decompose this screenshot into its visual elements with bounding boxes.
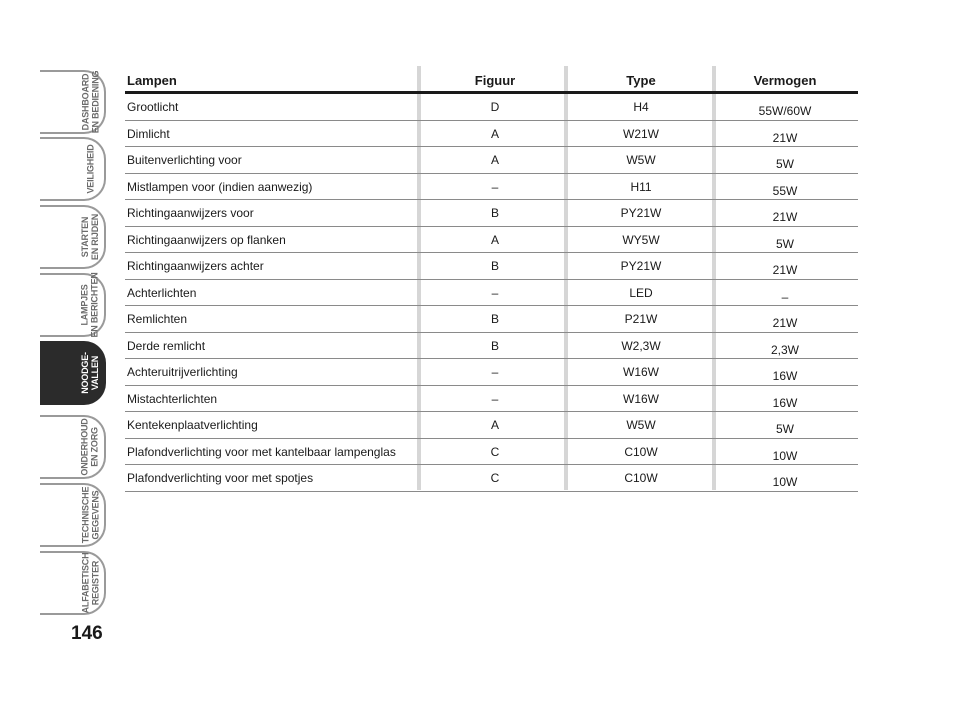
- figure-cell: A: [490, 232, 499, 247]
- power-cell: –: [781, 289, 789, 304]
- tab-technische[interactable]: [40, 483, 106, 547]
- type-cell: LED: [629, 285, 653, 300]
- lamp-cell: Remlichten: [127, 312, 188, 326]
- table-row: [125, 200, 858, 227]
- figure-cell: B: [490, 259, 499, 273]
- lamp-cell: Achterlichten: [127, 285, 197, 300]
- lamp-cell: Mistachterlichten: [127, 391, 218, 406]
- table-row: [125, 121, 858, 148]
- lamp-cell: Richtingaanwijzers op flanken: [127, 232, 286, 247]
- table-row: [125, 280, 858, 307]
- tab-dashboard-label: DASHBOARD EN BEDIENING: [80, 70, 101, 134]
- figure-cell: D: [490, 100, 500, 114]
- table-row: [125, 359, 858, 386]
- type-cell: W5W: [626, 153, 656, 167]
- type-cell: W2,3W: [621, 338, 661, 353]
- table-row: [125, 386, 858, 413]
- lamp-cell: Kentekenplaatverlichting: [127, 418, 258, 432]
- lamp-cell: Achteruitrijverlichting: [127, 365, 238, 379]
- figure-cell: A: [490, 418, 499, 432]
- tab-onderhoud[interactable]: [40, 415, 106, 479]
- tab-noodgevallen[interactable]: [40, 341, 106, 405]
- type-cell: P21W: [624, 312, 658, 326]
- tab-lampjes-label: LAMPJES EN BERICHTEN: [80, 272, 101, 338]
- lamp-cell: Mistlampen voor (indien aanwezig): [127, 179, 313, 194]
- type-cell: W16W: [623, 365, 659, 379]
- table-row: [125, 174, 858, 201]
- tab-onderhoud-label: ONDERHOUD EN ZORG: [80, 418, 101, 476]
- power-cell: 21W: [772, 263, 798, 277]
- power-cell: 16W: [772, 395, 798, 410]
- tab-register[interactable]: [40, 551, 106, 615]
- power-cell: 21W: [772, 210, 798, 224]
- power-cell: 10W: [772, 448, 798, 463]
- lamp-cell: Richtingaanwijzers voor: [127, 206, 254, 220]
- power-cell: 5W: [776, 422, 794, 436]
- figure-cell: –: [491, 179, 499, 194]
- lamp-cell: Buitenverlichting voor: [127, 153, 242, 167]
- figure-cell: B: [490, 312, 499, 326]
- tab-technische-label: TECHNISCHE GEGEVENS: [80, 486, 101, 544]
- tab-veiligheid-label: VEILIGHEID: [85, 144, 96, 194]
- table-row: [125, 465, 858, 492]
- lamp-cell: Richtingaanwijzers achter: [127, 259, 264, 273]
- figure-cell: –: [491, 365, 499, 379]
- figure-cell: –: [491, 285, 499, 300]
- lamp-cell: Derde remlicht: [127, 338, 206, 353]
- table-row: [125, 412, 858, 439]
- type-cell: WY5W: [622, 232, 660, 247]
- table-row: [125, 439, 858, 466]
- figure-cell: –: [491, 391, 499, 406]
- tab-starten[interactable]: [40, 205, 106, 269]
- power-cell: 5W: [776, 157, 794, 171]
- tab-lampjes[interactable]: [40, 273, 106, 337]
- header-figure: Figuur: [474, 73, 516, 88]
- lamp-cell: Plafondverlichting voor met spotjes: [127, 471, 314, 485]
- tab-register-label: ALFABETISCH REGISTER: [80, 552, 100, 614]
- tab-dashboard[interactable]: [40, 70, 106, 134]
- type-cell: W21W: [623, 126, 659, 141]
- power-cell: 55W/60W: [758, 104, 812, 118]
- power-cell: 55W: [772, 183, 798, 198]
- power-cell: 16W: [772, 369, 798, 383]
- type-cell: PY21W: [620, 259, 662, 273]
- figure-cell: B: [490, 206, 499, 220]
- lamp-cell: Dimlicht: [127, 126, 170, 141]
- figure-cell: C: [490, 444, 500, 459]
- figure-cell: A: [490, 153, 499, 167]
- power-cell: 21W: [772, 316, 798, 330]
- page-number: 146: [71, 623, 103, 644]
- figure-cell: B: [490, 338, 499, 353]
- type-cell: W16W: [623, 391, 659, 406]
- type-cell: PY21W: [620, 206, 662, 220]
- power-cell: 10W: [772, 475, 798, 489]
- table-row: [125, 147, 858, 174]
- header-power: Vermogen: [753, 73, 817, 88]
- table-row: [125, 333, 858, 360]
- header-lamp: Lampen: [127, 73, 177, 88]
- figure-cell: C: [490, 471, 500, 485]
- power-cell: 2,3W: [770, 342, 799, 357]
- tab-starten-label: STARTEN EN RIJDEN: [80, 213, 100, 261]
- type-cell: C10W: [624, 444, 658, 459]
- header-type: Type: [626, 73, 656, 88]
- power-cell: 5W: [776, 236, 794, 251]
- table-row: [125, 94, 858, 121]
- lamp-cell: Plafondverlichting voor met kantelbaar lampenglas: [127, 444, 396, 459]
- figure-cell: A: [490, 126, 499, 141]
- row-divider: [125, 491, 858, 492]
- type-cell: H4: [633, 100, 649, 114]
- table-row: [125, 227, 858, 254]
- table-row: [125, 253, 858, 280]
- tab-noodgevallen-label: NOODGE- VALLEN: [80, 352, 101, 394]
- power-cell: 21W: [772, 130, 798, 145]
- lamp-cell: Grootlicht: [127, 100, 179, 114]
- type-cell: H11: [630, 179, 652, 194]
- table-row: [125, 306, 858, 333]
- type-cell: W5W: [626, 418, 656, 432]
- type-cell: C10W: [624, 471, 658, 485]
- tab-veiligheid[interactable]: [40, 137, 106, 201]
